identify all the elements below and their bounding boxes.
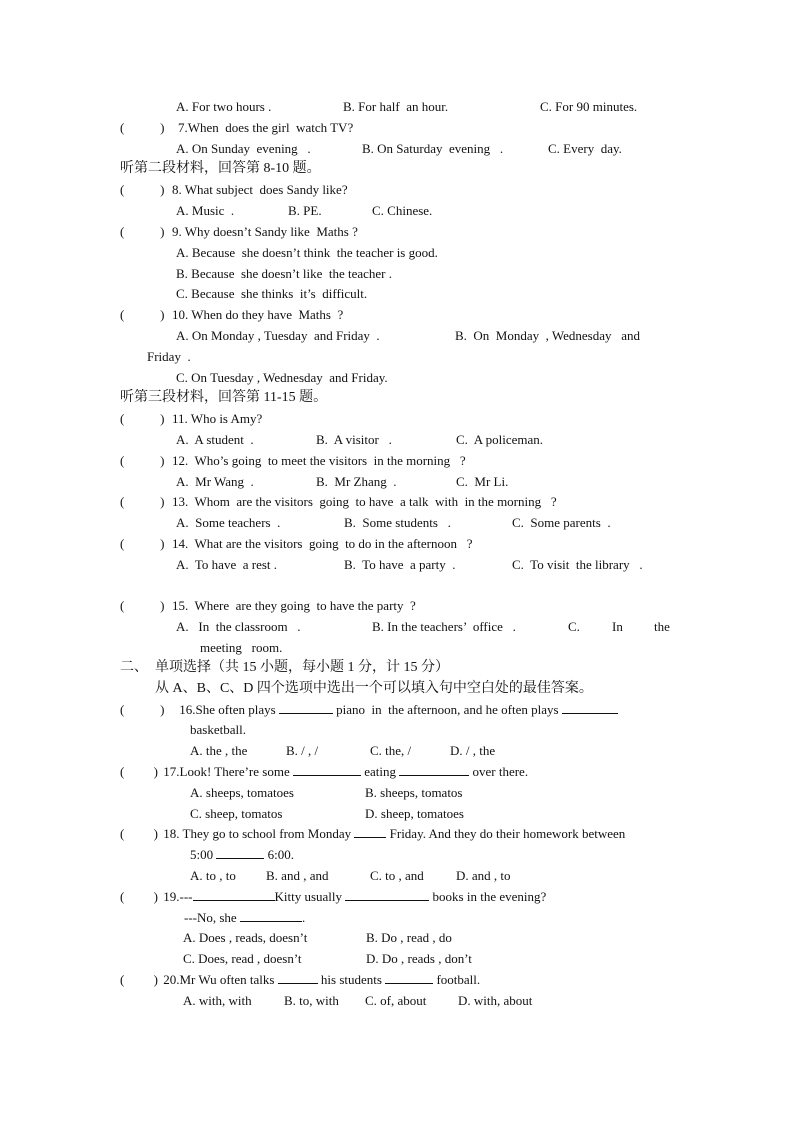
q13-text: Whom are the visitors going to have a talk with in the morning ? <box>188 494 557 509</box>
q15-option-a: A. In the classroom . <box>176 619 301 634</box>
q9-option-b: B. Because she doesn’t like the teacher . <box>176 266 392 281</box>
q20-text-b: his students <box>317 972 386 987</box>
q12-question <box>172 453 466 469</box>
q20-blank-2[interactable] <box>385 972 433 984</box>
q16-option-a: A. the , the <box>190 743 248 758</box>
q6-option-b: B. For half an hour. <box>343 99 449 114</box>
q10-question <box>172 307 343 323</box>
q16-blank-1[interactable] <box>279 702 333 714</box>
q11-question <box>172 411 262 427</box>
q18-question <box>160 826 625 842</box>
q18-option-b: B. and , and <box>266 868 329 883</box>
q14-option-c: C. To visit the library . <box>512 557 643 572</box>
q17-text-c: over there. <box>469 764 529 779</box>
q20-answer-paren[interactable]: ( ) <box>120 972 158 987</box>
q15-option-c-letter: C. <box>568 619 580 634</box>
q16-text-c: basketball. <box>190 722 246 737</box>
q10-option-b-wrap: Friday . <box>147 349 191 364</box>
q20-option-b: B. to, with <box>284 993 339 1008</box>
q14-option-b: B. To have a party . <box>344 557 456 572</box>
q10-number: 10. <box>172 307 189 322</box>
q18-answer-paren[interactable]: ( ) <box>120 826 158 841</box>
q18-option-d: D. and , to <box>456 868 511 883</box>
q14-question <box>172 536 473 552</box>
q19-blank-2[interactable] <box>345 889 429 901</box>
q9-question <box>172 224 358 240</box>
q8-option-c: C. Chinese. <box>372 203 433 218</box>
q18-question-wrap <box>190 847 294 863</box>
q20-blank-1[interactable] <box>278 972 318 984</box>
q9-option-a: A. Because she doesn’t think the teacher is good. <box>176 245 438 260</box>
q10-answer-paren[interactable]: ( ) <box>120 307 165 322</box>
q19-reply <box>184 910 305 926</box>
q12-option-b: B. Mr Zhang . <box>316 474 397 489</box>
q19-option-a: A. Does , reads, doesn’t <box>183 930 308 945</box>
q18-text-b: Friday. And they do their homework between <box>386 826 626 841</box>
q19-blank-3[interactable] <box>240 910 302 922</box>
q11-option-a: A. A student . <box>176 432 254 447</box>
q12-option-c: C. Mr Li. <box>456 474 509 489</box>
q16-question <box>176 702 618 718</box>
q12-option-a: A. Mr Wang . <box>176 474 254 489</box>
q18-text-a: 18. They go to school from Monday <box>160 826 355 841</box>
q20-question <box>160 972 480 988</box>
q11-option-b: B. A visitor . <box>316 432 392 447</box>
q11-answer-paren[interactable]: ( ) <box>120 411 165 426</box>
q19-text-c: books in the evening? <box>429 889 547 904</box>
q8-text: What subject does Sandy like? <box>181 182 348 197</box>
q15-option-c-word1: In <box>612 619 623 634</box>
q7-text: When does the girl watch TV? <box>187 120 354 135</box>
part2-header: 二、 单项选择（共 15 小题，每小题 1 分，计 15 分） <box>120 660 449 675</box>
q11-option-c: C. A policeman. <box>456 432 544 447</box>
q8-option-b: B. PE. <box>288 203 322 218</box>
q17-option-c: C. sheep, tomatos <box>190 806 283 821</box>
q7-question <box>178 120 353 136</box>
q12-answer-paren[interactable]: ( ) <box>120 453 165 468</box>
q13-question <box>172 494 557 510</box>
q18-blank-1[interactable] <box>354 826 386 838</box>
q20-text-c: football. <box>433 972 481 987</box>
q17-option-b: B. sheeps, tomatos <box>365 785 463 800</box>
q18-option-a: A. to , to <box>190 868 236 883</box>
q14-option-a: A. To have a rest . <box>176 557 278 572</box>
q16-option-d: D. / , the <box>450 743 496 758</box>
q18-blank-2[interactable] <box>216 847 264 859</box>
q13-option-b: B. Some students . <box>344 515 451 530</box>
q19-option-d: D. Do , reads , don’t <box>366 951 472 966</box>
q19-text-a: 19.--- <box>160 889 193 904</box>
q16-option-c: C. the, / <box>370 743 412 758</box>
q8-option-a: A. Music . <box>176 203 235 218</box>
q8-number: 8. <box>172 182 182 197</box>
q19-answer-paren[interactable]: ( ) <box>120 889 158 904</box>
q18-option-c: C. to , and <box>370 868 424 883</box>
q19-text-d: ---No, she <box>184 910 240 925</box>
q13-option-c: C. Some parents . <box>512 515 611 530</box>
q19-option-b: B. Do , read , do <box>366 930 452 945</box>
q14-answer-paren[interactable]: ( ) <box>120 536 165 551</box>
q16-text-a: 16.She often plays <box>176 702 279 717</box>
q7-option-c: C. Every day. <box>548 141 622 156</box>
q8-question <box>172 182 348 198</box>
q15-text: Where are they going to have the party ? <box>188 598 416 613</box>
q7-answer-paren[interactable]: ( ) <box>120 120 165 135</box>
q19-text-e: . <box>301 910 306 925</box>
q12-number: 12. <box>172 453 189 468</box>
q6-option-c: C. For 90 minutes. <box>540 99 638 114</box>
section2-header: 听第二段材料，回答第 8-10 题。 <box>120 161 321 176</box>
q20-option-a: A. with, with <box>183 993 252 1008</box>
q10-option-a: A. On Monday , Tuesday and Friday . <box>176 328 380 343</box>
q9-number: 9. <box>172 224 182 239</box>
q10-option-b: B. On Monday , Wednesday and <box>455 328 641 343</box>
q17-blank-1[interactable] <box>293 764 361 776</box>
q15-number: 15. <box>172 598 189 613</box>
q14-number: 14. <box>172 536 189 551</box>
q17-answer-paren[interactable]: ( ) <box>120 764 158 779</box>
q11-text: Who is Amy? <box>187 411 263 426</box>
q17-question <box>160 764 528 780</box>
q17-text-b: eating <box>360 764 400 779</box>
q7-number: 7. <box>178 120 188 135</box>
q15-answer-paren[interactable]: ( ) <box>120 598 165 613</box>
q10-text: When do they have Maths ? <box>188 307 344 322</box>
q13-number: 13. <box>172 494 189 509</box>
q20-option-d: D. with, about <box>458 993 533 1008</box>
q17-text-a: 17.Look! There’re some <box>160 764 293 779</box>
q7-option-b: B. On Saturday evening . <box>362 141 504 156</box>
q17-blank-2[interactable] <box>399 764 469 776</box>
q16-blank-2[interactable] <box>562 702 618 714</box>
q15-option-b: B. In the teachers’ office . <box>372 619 516 634</box>
q17-option-a: A. sheeps, tomatoes <box>190 785 294 800</box>
q10-option-c: C. On Tuesday , Wednesday and Friday. <box>176 370 388 385</box>
q18-text-d: 6:00. <box>264 847 294 862</box>
q6-option-a: A. For two hours . <box>176 99 272 114</box>
q19-option-c: C. Does, read , doesn’t <box>183 951 302 966</box>
q19-text-b: Kitty usually <box>274 889 346 904</box>
q9-text: Why doesn’t Sandy like Maths ? <box>181 224 358 239</box>
q16-text-b: piano in the afternoon, and he often plays <box>332 702 562 717</box>
q7-option-a: A. On Sunday evening . <box>176 141 311 156</box>
q20-text-a: 20.Mr Wu often talks <box>160 972 278 987</box>
q19-blank-1[interactable] <box>193 889 275 901</box>
q15-option-c-wrap: meeting room. <box>200 640 283 655</box>
q17-option-d: D. sheep, tomatoes <box>365 806 464 821</box>
q13-option-a: A. Some teachers . <box>176 515 281 530</box>
q16-option-b: B. / , / <box>286 743 319 758</box>
q8-answer-paren[interactable]: ( ) <box>120 182 165 197</box>
q9-option-c: C. Because she thinks it’s difficult. <box>176 286 368 301</box>
q12-text: Who’s going to meet the visitors in the morning ? <box>188 453 466 468</box>
q11-number: 11. <box>172 411 188 426</box>
q16-answer-paren[interactable]: ( ) <box>120 702 165 717</box>
q20-option-c: C. of, about <box>365 993 427 1008</box>
q19-question <box>160 889 546 905</box>
part2-instruction: 从 A、B、C、D 四个选项中选出一个可以填入句中空白处的最佳答案。 <box>155 681 593 696</box>
q18-text-c: 5:00 <box>190 847 217 862</box>
section3-header: 听第三段材料，回答第 11-15 题。 <box>120 390 328 405</box>
q14-text: What are the visitors going to do in the afternoon ? <box>188 536 473 551</box>
q15-question <box>172 598 416 614</box>
q13-answer-paren[interactable]: ( ) <box>120 494 165 509</box>
q15-option-c-word2: the <box>654 619 670 634</box>
q9-answer-paren[interactable]: ( ) <box>120 224 165 239</box>
